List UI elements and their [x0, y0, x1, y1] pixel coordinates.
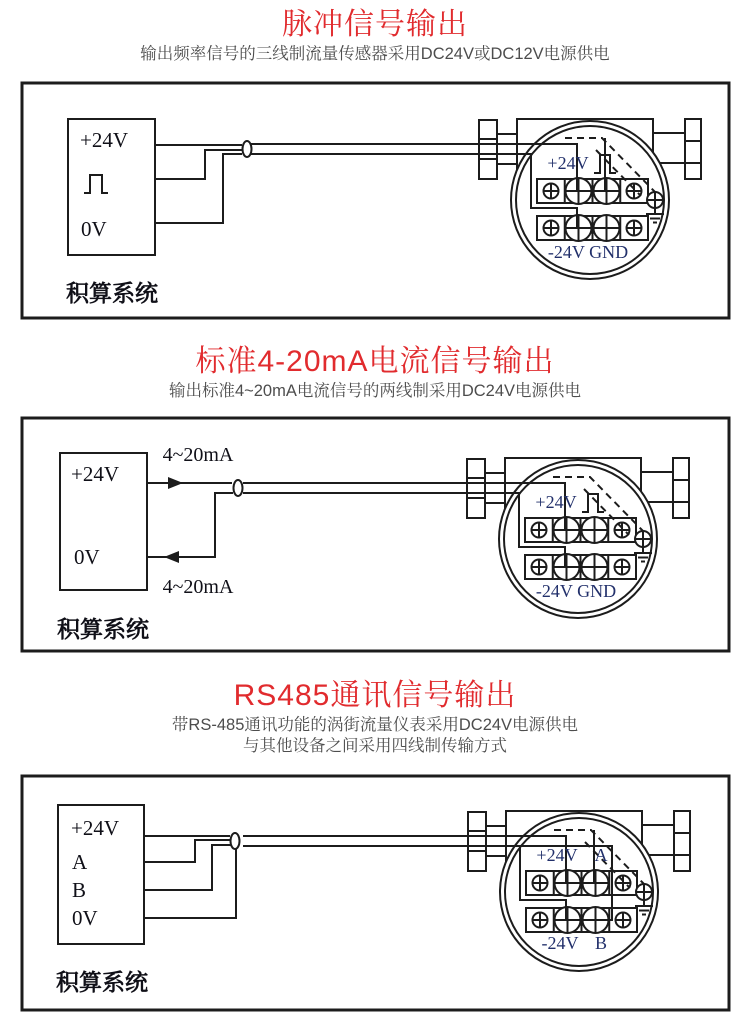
- system-terminal-label: A: [72, 850, 88, 874]
- system-terminal-label: 0V: [81, 217, 107, 241]
- system-box-caption: 积算系统: [57, 617, 149, 642]
- wire-b: [144, 845, 231, 890]
- wire-label-top: 4~20mA: [162, 444, 234, 466]
- section3-title: RS485通讯信号输出: [233, 679, 517, 712]
- cable-junction-icon: [234, 480, 243, 496]
- cable-junction-icon: [231, 833, 240, 849]
- cable-junction-icon: [243, 141, 252, 157]
- wire-a: [144, 840, 230, 862]
- flowmeter-bottom-label-2: B: [594, 933, 608, 953]
- flowmeter-top-label-2: A: [594, 845, 608, 865]
- flowmeter-top-label: +24V: [535, 492, 577, 512]
- section3-subtitle-line2: 与其他设备之间采用四线制传输方式: [243, 737, 507, 755]
- system-box-caption: 积算系统: [56, 970, 148, 995]
- arrow-left-icon: [164, 551, 179, 563]
- diagram-rs485-output: [0, 772, 750, 1012]
- system-terminal-label: +24V: [71, 462, 120, 486]
- system-box: [66, 119, 158, 306]
- flowmeter-top-label: +24V: [547, 153, 589, 173]
- wire-label-bottom: 4~20mA: [162, 576, 234, 598]
- wire-loop-return: [147, 493, 233, 557]
- flowmeter-bottom-label: -24V GND: [547, 242, 629, 262]
- flowmeter-bottom-label: -24V GND: [535, 581, 617, 601]
- system-terminal-label: B: [72, 878, 87, 902]
- system-box: [57, 453, 149, 642]
- diagram-pulse-output: [0, 81, 750, 321]
- section1-subtitle: 输出频率信号的三线制流量传感器采用DC24V或DC12V电源供电: [140, 45, 610, 63]
- section3-subtitle-line1: 带RS-485通讯功能的涡街流量仪表采用DC24V电源供电: [171, 716, 579, 734]
- diagram-4-20ma-output: [0, 415, 750, 655]
- arrow-right-icon: [168, 477, 183, 489]
- flowmeter-bottom-label: -24V: [541, 933, 579, 953]
- section2-title: 标准4-20mA电流信号输出: [195, 345, 555, 378]
- wire-0v: [144, 848, 236, 918]
- system-terminal-label: +24V: [71, 816, 120, 840]
- system-terminal-label: 0V: [72, 906, 98, 930]
- system-box-caption: 积算系统: [66, 281, 158, 306]
- section2-subtitle: 输出标准4~20mA电流信号的两线制采用DC24V电源供电: [168, 382, 582, 400]
- flowmeter-top-label: +24V: [536, 845, 578, 865]
- wire-0v: [155, 154, 242, 223]
- section3-subtitle: [0, 715, 750, 757]
- system-box: [56, 805, 148, 995]
- pulse-waveform-icon: [84, 175, 108, 193]
- section1-title: 脉冲信号输出: [282, 8, 468, 41]
- system-terminal-label: 0V: [74, 545, 100, 569]
- system-terminal-label: +24V: [80, 128, 129, 152]
